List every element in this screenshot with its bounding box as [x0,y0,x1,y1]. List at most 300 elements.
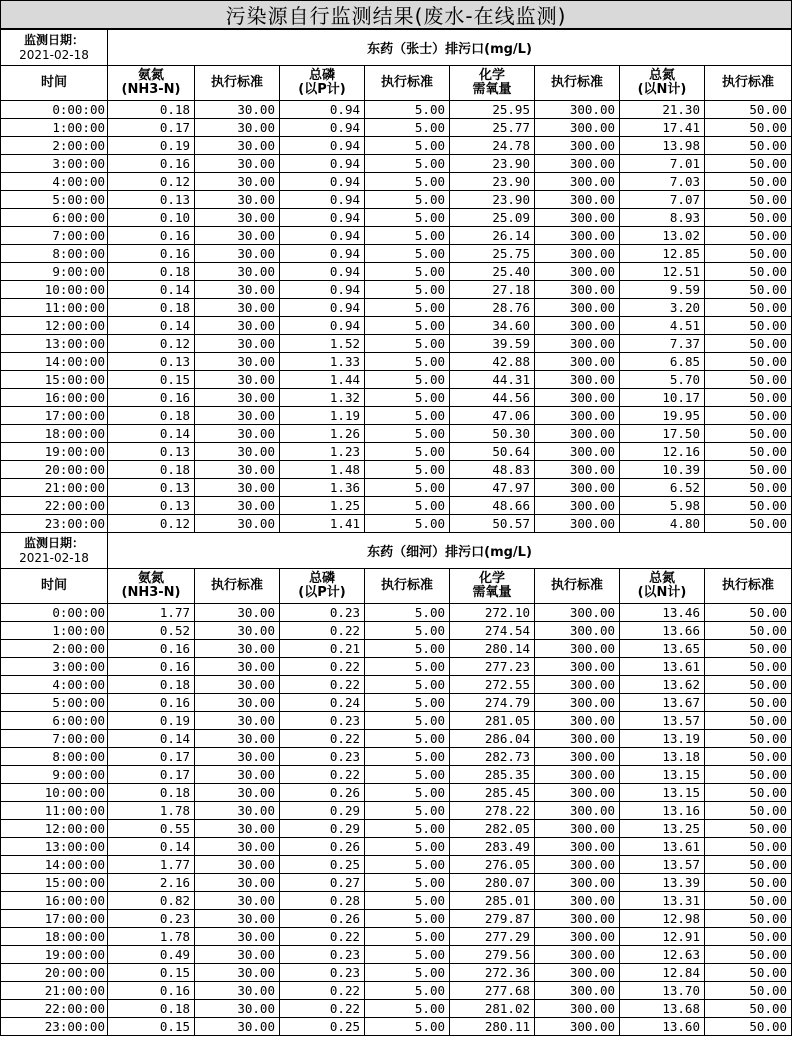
cell-cod-standard: 300.00 [535,892,620,910]
date-label: 监测日期： [23,535,84,550]
cell-cod-standard: 300.00 [535,622,620,640]
cell-cod-standard: 300.00 [535,245,620,263]
cell-cod: 272.10 [450,604,535,622]
cell-phosphorus: 1.26 [280,425,365,443]
cell-nitrogen-standard: 50.00 [705,209,792,227]
table-row [1,137,792,155]
cell-phosphorus: 0.23 [280,946,365,964]
cell-phosphorus-standard: 5.00 [365,425,450,443]
table-row [1,227,792,245]
table-row [1,982,792,1000]
cell-ammonia-standard: 30.00 [195,874,280,892]
cell-nitrogen-standard: 50.00 [705,820,792,838]
table-row [1,119,792,137]
cell-nitrogen: 13.62 [620,676,705,694]
cell-ammonia: 0.16 [108,227,195,245]
cell-ammonia: 0.16 [108,658,195,676]
cell-phosphorus: 0.94 [280,101,365,119]
cell-cod: 47.97 [450,479,535,497]
cell-time: 7:00:00 [1,227,108,245]
cell-cod: 280.07 [450,874,535,892]
cell-nitrogen-standard: 50.00 [705,658,792,676]
cell-ammonia-standard: 30.00 [195,497,280,515]
cell-time: 1:00:00 [1,622,108,640]
cell-time: 19:00:00 [1,443,108,461]
cell-cod: 283.49 [450,838,535,856]
table-row [1,191,792,209]
cell-nitrogen: 13.57 [620,712,705,730]
cell-cod: 276.05 [450,856,535,874]
cell-nitrogen: 13.15 [620,766,705,784]
cell-nitrogen: 7.07 [620,191,705,209]
table-row [1,497,792,515]
cell-ammonia: 0.16 [108,694,195,712]
cell-phosphorus-standard: 5.00 [365,910,450,928]
cell-phosphorus: 0.94 [280,245,365,263]
cell-time: 7:00:00 [1,730,108,748]
cell-ammonia-standard: 30.00 [195,892,280,910]
cell-nitrogen: 19.95 [620,407,705,425]
cell-nitrogen: 13.02 [620,227,705,245]
cell-nitrogen: 13.66 [620,622,705,640]
cell-ammonia-standard: 30.00 [195,910,280,928]
cell-ammonia: 0.49 [108,946,195,964]
cell-phosphorus: 0.94 [280,281,365,299]
cell-nitrogen: 13.70 [620,982,705,1000]
cell-phosphorus-standard: 5.00 [365,604,450,622]
cell-ammonia-standard: 30.00 [195,784,280,802]
cell-cod: 281.02 [450,1000,535,1018]
cell-cod-standard: 300.00 [535,281,620,299]
cell-ammonia: 0.18 [108,263,195,281]
cell-phosphorus-standard: 5.00 [365,622,450,640]
cell-nitrogen-standard: 50.00 [705,766,792,784]
table-row [1,964,792,982]
table-row [1,946,792,964]
table-row [1,479,792,497]
cell-nitrogen: 21.30 [620,101,705,119]
cell-phosphorus-standard: 5.00 [365,371,450,389]
cell-phosphorus: 0.94 [280,263,365,281]
cell-ammonia: 0.14 [108,425,195,443]
cell-time: 10:00:00 [1,281,108,299]
cell-time: 3:00:00 [1,155,108,173]
cell-ammonia-standard: 30.00 [195,173,280,191]
cell-phosphorus-standard: 5.00 [365,820,450,838]
cell-nitrogen: 10.39 [620,461,705,479]
cell-nitrogen-standard: 50.00 [705,389,792,407]
table-row [1,173,792,191]
cell-phosphorus-standard: 5.00 [365,119,450,137]
cell-phosphorus-standard: 5.00 [365,479,450,497]
cell-time: 20:00:00 [1,964,108,982]
cell-nitrogen: 17.50 [620,425,705,443]
cell-phosphorus-standard: 5.00 [365,946,450,964]
cell-ammonia-standard: 30.00 [195,838,280,856]
cell-ammonia-standard: 30.00 [195,748,280,766]
cell-ammonia-standard: 30.00 [195,425,280,443]
cell-ammonia: 0.14 [108,730,195,748]
cell-ammonia-standard: 30.00 [195,371,280,389]
cell-ammonia: 0.13 [108,443,195,461]
cell-phosphorus-standard: 5.00 [365,748,450,766]
table-row [1,317,792,335]
cell-cod-standard: 300.00 [535,928,620,946]
col-header-cod-line2: 需氧量 [472,585,512,600]
cell-time: 17:00:00 [1,910,108,928]
col-header-cod-standard: 执行标准 [535,66,620,101]
cell-nitrogen-standard: 50.00 [705,173,792,191]
cell-nitrogen-standard: 50.00 [705,676,792,694]
table-row [1,443,792,461]
cell-cod-standard: 300.00 [535,604,620,622]
table-row [1,910,792,928]
col-header-nitrogen-standard: 执行标准 [705,66,792,101]
date-value: 2021-02-18 [19,47,89,62]
cell-ammonia: 0.82 [108,892,195,910]
cell-time: 4:00:00 [1,676,108,694]
cell-phosphorus-standard: 5.00 [365,1018,450,1036]
cell-phosphorus: 1.48 [280,461,365,479]
table-row [1,604,792,622]
cell-cod-standard: 300.00 [535,658,620,676]
cell-time: 21:00:00 [1,982,108,1000]
cell-nitrogen-standard: 50.00 [705,964,792,982]
col-header-ammonia-line1: 氨氮 [137,68,164,83]
cell-ammonia: 0.15 [108,371,195,389]
cell-phosphorus-standard: 5.00 [365,407,450,425]
cell-cod-standard: 300.00 [535,371,620,389]
section-info-row [1,533,792,569]
cell-phosphorus: 0.22 [280,676,365,694]
cell-cod-standard: 300.00 [535,137,620,155]
cell-cod-standard: 300.00 [535,443,620,461]
cell-cod-standard: 300.00 [535,209,620,227]
cell-cod: 25.40 [450,263,535,281]
cell-phosphorus: 0.94 [280,191,365,209]
cell-ammonia-standard: 30.00 [195,640,280,658]
cell-ammonia-standard: 30.00 [195,658,280,676]
cell-ammonia: 0.14 [108,281,195,299]
col-header-ammonia [108,569,195,604]
cell-cod: 42.88 [450,353,535,371]
cell-ammonia: 0.15 [108,964,195,982]
cell-nitrogen: 13.18 [620,748,705,766]
table-row [1,856,792,874]
cell-nitrogen-standard: 50.00 [705,119,792,137]
cell-phosphorus: 0.23 [280,748,365,766]
cell-cod-standard: 300.00 [535,766,620,784]
cell-phosphorus-standard: 5.00 [365,784,450,802]
cell-ammonia: 1.77 [108,856,195,874]
cell-time: 2:00:00 [1,137,108,155]
cell-ammonia: 0.10 [108,209,195,227]
cell-cod: 279.56 [450,946,535,964]
cell-ammonia: 0.16 [108,640,195,658]
cell-cod-standard: 300.00 [535,497,620,515]
table-row [1,838,792,856]
cell-phosphorus: 0.22 [280,658,365,676]
cell-nitrogen-standard: 50.00 [705,640,792,658]
cell-cod: 25.77 [450,119,535,137]
cell-time: 6:00:00 [1,209,108,227]
cell-phosphorus-standard: 5.00 [365,676,450,694]
table-row [1,928,792,946]
cell-phosphorus: 0.94 [280,299,365,317]
cell-cod: 272.55 [450,676,535,694]
cell-cod-standard: 300.00 [535,802,620,820]
cell-time: 5:00:00 [1,191,108,209]
col-header-nitrogen-line1: 总氮 [648,68,675,83]
table-row [1,425,792,443]
cell-phosphorus-standard: 5.00 [365,964,450,982]
cell-time: 2:00:00 [1,640,108,658]
cell-nitrogen-standard: 50.00 [705,928,792,946]
cell-time: 13:00:00 [1,838,108,856]
cell-phosphorus: 1.44 [280,371,365,389]
table-row [1,209,792,227]
cell-phosphorus: 0.23 [280,964,365,982]
cell-ammonia-standard: 30.00 [195,299,280,317]
cell-ammonia: 0.52 [108,622,195,640]
cell-phosphorus: 0.94 [280,209,365,227]
cell-phosphorus-standard: 5.00 [365,658,450,676]
cell-nitrogen-standard: 50.00 [705,694,792,712]
col-header-phosphorus-line2: (以P计) [298,585,346,600]
cell-cod-standard: 300.00 [535,712,620,730]
cell-nitrogen-standard: 50.00 [705,838,792,856]
cell-ammonia: 0.18 [108,784,195,802]
cell-ammonia: 0.55 [108,820,195,838]
cell-nitrogen: 13.67 [620,694,705,712]
cell-nitrogen-standard: 50.00 [705,299,792,317]
cell-ammonia: 0.16 [108,245,195,263]
cell-cod: 279.87 [450,910,535,928]
cell-nitrogen: 13.39 [620,874,705,892]
cell-time: 23:00:00 [1,1018,108,1036]
col-header-nitrogen-line1: 总氮 [648,571,675,586]
cell-ammonia: 0.12 [108,335,195,353]
cell-phosphorus-standard: 5.00 [365,766,450,784]
cell-cod: 23.90 [450,173,535,191]
cell-ammonia: 1.78 [108,928,195,946]
cell-phosphorus: 0.27 [280,874,365,892]
cell-phosphorus-standard: 5.00 [365,263,450,281]
cell-nitrogen: 13.68 [620,1000,705,1018]
cell-ammonia-standard: 30.00 [195,209,280,227]
cell-nitrogen: 10.17 [620,389,705,407]
table-row [1,694,792,712]
cell-cod: 28.76 [450,299,535,317]
cell-cod-standard: 300.00 [535,515,620,533]
date-value: 2021-02-18 [19,550,89,565]
cell-cod: 50.64 [450,443,535,461]
cell-cod: 48.66 [450,497,535,515]
cell-ammonia-standard: 30.00 [195,227,280,245]
column-header-row [1,66,792,101]
cell-ammonia: 0.12 [108,515,195,533]
table-row [1,640,792,658]
cell-phosphorus-standard: 5.00 [365,209,450,227]
col-header-cod-line2: 需氧量 [472,82,512,97]
table-row [1,245,792,263]
cell-ammonia-standard: 30.00 [195,946,280,964]
cell-ammonia-standard: 30.00 [195,1018,280,1036]
col-header-phosphorus-line1: 总磷 [308,68,335,83]
cell-ammonia-standard: 30.00 [195,353,280,371]
cell-phosphorus: 0.25 [280,856,365,874]
cell-nitrogen: 8.93 [620,209,705,227]
col-header-ammonia-line2: (NH3-N) [121,585,181,600]
cell-cod: 34.60 [450,317,535,335]
cell-phosphorus: 0.22 [280,622,365,640]
cell-nitrogen: 13.61 [620,838,705,856]
cell-nitrogen: 13.61 [620,658,705,676]
cell-ammonia: 0.15 [108,1018,195,1036]
cell-ammonia-standard: 30.00 [195,335,280,353]
cell-cod-standard: 300.00 [535,982,620,1000]
cell-cod-standard: 300.00 [535,640,620,658]
col-header-ammonia-standard: 执行标准 [195,569,280,604]
monitoring-table [0,29,792,1036]
cell-time: 6:00:00 [1,712,108,730]
cell-phosphorus: 0.28 [280,892,365,910]
cell-cod-standard: 300.00 [535,425,620,443]
col-header-time: 时间 [1,66,108,101]
table-row [1,622,792,640]
section-info-row [1,30,792,66]
cell-phosphorus-standard: 5.00 [365,515,450,533]
cell-cod-standard: 300.00 [535,335,620,353]
cell-phosphorus: 0.23 [280,604,365,622]
cell-nitrogen-standard: 50.00 [705,892,792,910]
cell-ammonia-standard: 30.00 [195,407,280,425]
cell-nitrogen: 17.41 [620,119,705,137]
cell-ammonia-standard: 30.00 [195,676,280,694]
cell-phosphorus-standard: 5.00 [365,874,450,892]
cell-phosphorus: 0.94 [280,119,365,137]
cell-ammonia: 0.18 [108,461,195,479]
cell-nitrogen-standard: 50.00 [705,748,792,766]
col-header-phosphorus [280,66,365,101]
cell-nitrogen: 13.31 [620,892,705,910]
col-header-phosphorus-standard: 执行标准 [365,66,450,101]
cell-time: 14:00:00 [1,856,108,874]
cell-ammonia: 0.13 [108,497,195,515]
cell-time: 15:00:00 [1,371,108,389]
cell-nitrogen: 12.85 [620,245,705,263]
cell-nitrogen-standard: 50.00 [705,604,792,622]
cell-cod: 280.14 [450,640,535,658]
cell-cod: 286.04 [450,730,535,748]
table-row [1,748,792,766]
cell-nitrogen: 5.70 [620,371,705,389]
outlet-name: 东药（张士）排污口(mg/L) [108,30,792,66]
cell-ammonia-standard: 30.00 [195,694,280,712]
cell-cod-standard: 300.00 [535,119,620,137]
cell-cod: 282.05 [450,820,535,838]
cell-nitrogen-standard: 50.00 [705,335,792,353]
col-header-phosphorus [280,569,365,604]
cell-cod-standard: 300.00 [535,227,620,245]
cell-ammonia: 0.16 [108,389,195,407]
cell-nitrogen: 4.80 [620,515,705,533]
cell-phosphorus: 0.25 [280,1018,365,1036]
cell-ammonia-standard: 30.00 [195,820,280,838]
cell-phosphorus: 1.32 [280,389,365,407]
cell-time: 1:00:00 [1,119,108,137]
cell-cod-standard: 300.00 [535,353,620,371]
cell-ammonia-standard: 30.00 [195,1000,280,1018]
cell-ammonia-standard: 30.00 [195,137,280,155]
cell-cod: 27.18 [450,281,535,299]
cell-time: 10:00:00 [1,784,108,802]
cell-ammonia: 0.17 [108,119,195,137]
cell-cod: 44.56 [450,389,535,407]
col-header-phosphorus-standard: 执行标准 [365,569,450,604]
cell-cod-standard: 300.00 [535,461,620,479]
cell-ammonia: 0.19 [108,137,195,155]
cell-cod: 44.31 [450,371,535,389]
cell-nitrogen-standard: 50.00 [705,712,792,730]
cell-ammonia: 0.14 [108,317,195,335]
cell-ammonia-standard: 30.00 [195,461,280,479]
cell-cod: 277.29 [450,928,535,946]
cell-phosphorus: 0.22 [280,928,365,946]
cell-cod: 24.78 [450,137,535,155]
cell-time: 22:00:00 [1,497,108,515]
cell-nitrogen-standard: 50.00 [705,622,792,640]
table-row [1,676,792,694]
cell-time: 14:00:00 [1,353,108,371]
cell-ammonia: 1.78 [108,802,195,820]
cell-phosphorus: 0.26 [280,784,365,802]
col-header-nitrogen-line2: (以N计) [637,585,687,600]
cell-ammonia-standard: 30.00 [195,928,280,946]
cell-cod: 272.36 [450,964,535,982]
cell-cod: 274.79 [450,694,535,712]
cell-ammonia: 0.23 [108,910,195,928]
cell-cod-standard: 300.00 [535,676,620,694]
table-row [1,766,792,784]
cell-time: 13:00:00 [1,335,108,353]
cell-phosphorus: 0.94 [280,155,365,173]
table-row [1,802,792,820]
cell-nitrogen: 12.63 [620,946,705,964]
cell-ammonia-standard: 30.00 [195,101,280,119]
cell-nitrogen: 13.57 [620,856,705,874]
table-row [1,101,792,119]
cell-cod: 26.14 [450,227,535,245]
col-header-ammonia-line2: (NH3-N) [121,82,181,97]
cell-cod: 281.05 [450,712,535,730]
cell-phosphorus-standard: 5.00 [365,856,450,874]
cell-cod-standard: 300.00 [535,173,620,191]
cell-cod-standard: 300.00 [535,1018,620,1036]
table-row [1,515,792,533]
cell-nitrogen-standard: 50.00 [705,245,792,263]
col-header-cod-line1: 化学 [478,571,505,586]
cell-nitrogen: 13.16 [620,802,705,820]
cell-nitrogen-standard: 50.00 [705,946,792,964]
cell-time: 4:00:00 [1,173,108,191]
cell-time: 3:00:00 [1,658,108,676]
cell-nitrogen-standard: 50.00 [705,101,792,119]
cell-cod: 47.06 [450,407,535,425]
cell-ammonia-standard: 30.00 [195,119,280,137]
cell-time: 18:00:00 [1,425,108,443]
cell-phosphorus-standard: 5.00 [365,497,450,515]
